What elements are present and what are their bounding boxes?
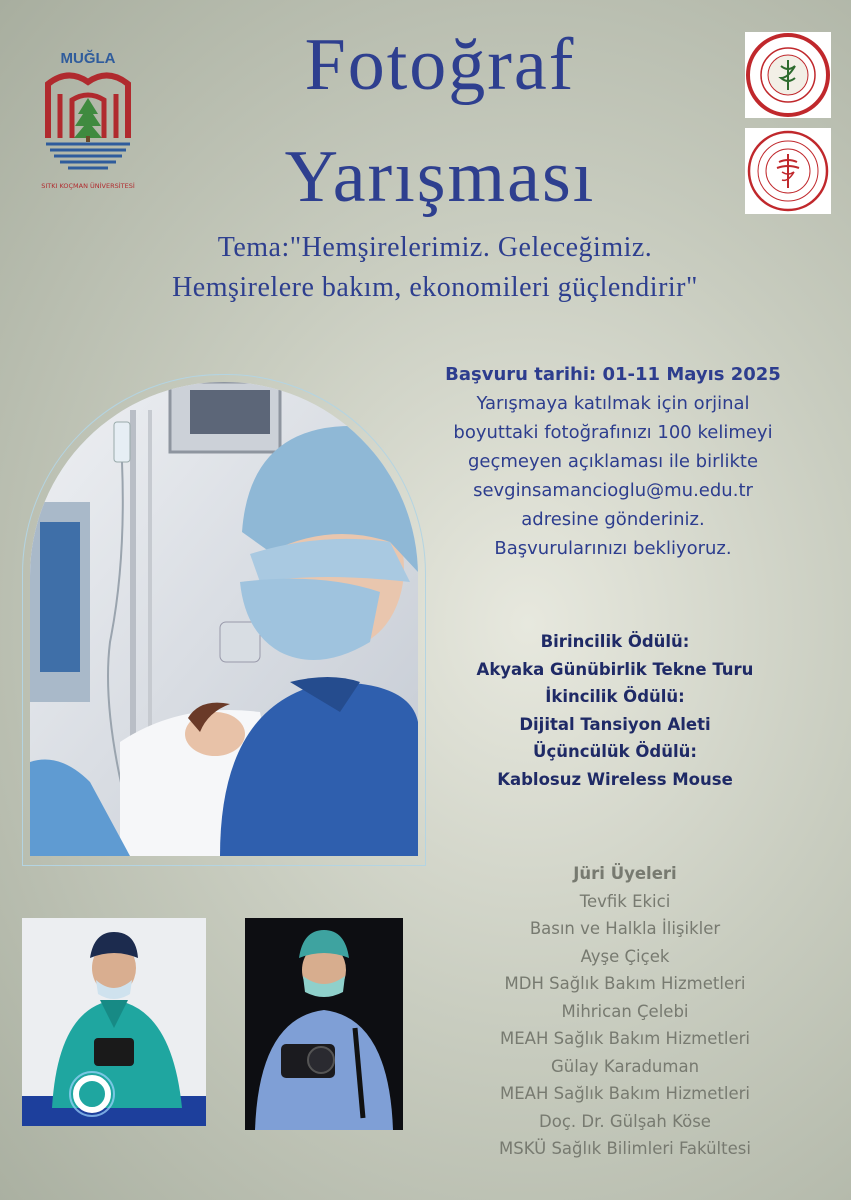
prizes-list: [430, 628, 800, 793]
info-line-2: boyuttaki fotoğrafınızı 100 kelimeyi: [453, 422, 773, 443]
prize-1-value: Akyaka Günübirlik Tekne Turu: [476, 659, 754, 679]
prize-3-value: Kablosuz Wireless Mouse: [497, 769, 733, 789]
info-line-5: adresine gönderiniz.: [521, 509, 705, 530]
prize-2-value: Dijital Tansiyon Aleti: [519, 714, 711, 734]
logo-text-top: MUĞLA: [60, 50, 116, 67]
theme-line-2: Hemşirelere bakım, ekonomileri güçlendirir": [172, 272, 698, 303]
title-line-2: Yarışması: [284, 136, 596, 218]
info-line-1: Yarışmaya katılmak için orjinal: [476, 393, 750, 414]
jury-member-role: MEAH Sağlık Bakım Hizmetleri: [500, 1029, 750, 1048]
title-line-1: Fotoğraf: [304, 24, 576, 106]
photographer-photo-2: [245, 918, 403, 1130]
jury-member-role: MDH Sağlık Bakım Hizmetleri: [504, 974, 746, 993]
jury-member-name: Ayşe Çiçek: [580, 946, 670, 966]
info-line-3: geçmeyen açıklaması ile birlikte: [467, 451, 759, 472]
nurse-icu-photo: [30, 382, 418, 856]
jury-member-name: Doç. Dr. Gülşah Köse: [539, 1111, 711, 1131]
health-sciences-university-seal: [745, 128, 831, 214]
health-ministry-seal: [745, 32, 831, 118]
contact-email: sevginsamancioglu@mu.edu.tr: [473, 480, 753, 501]
info-line-6: Başvurularınızı bekliyoruz.: [494, 538, 732, 559]
jury-member-name: Tevfik Ekici: [579, 891, 671, 911]
prize-2-title: İkincilik Ödülü:: [545, 687, 685, 706]
mugla-university-logo: [38, 48, 138, 198]
jury-heading: Jüri Üyeleri: [573, 864, 677, 883]
jury-member-role: MEAH Sağlık Bakım Hizmetleri: [500, 1084, 750, 1103]
jury-member-name: Mihrican Çelebi: [561, 1001, 689, 1021]
jury-member-name: Gülay Karaduman: [550, 1056, 700, 1076]
prize-3-title: Üçüncülük Ödülü:: [533, 742, 697, 761]
jury-member-role: MSKÜ Sağlık Bilimleri Fakültesi: [499, 1139, 751, 1158]
application-info: [408, 360, 818, 563]
jury-list: [440, 860, 810, 1163]
theme-line-1: Tema:"Hemşirelerimiz. Geleceğimiz.: [217, 232, 653, 263]
logo-text-arc: SITKI KOÇMAN ÜNİVERSİTESİ: [41, 182, 135, 190]
photographer-photo-1: [22, 918, 206, 1126]
prize-1-title: Birincilik Ödülü:: [540, 632, 690, 651]
jury-member-role: Basın ve Halkla İlişikler: [529, 919, 721, 938]
theme-text: [40, 228, 830, 308]
application-date: Başvuru tarihi: 01-11 Mayıs 2025: [445, 364, 781, 385]
